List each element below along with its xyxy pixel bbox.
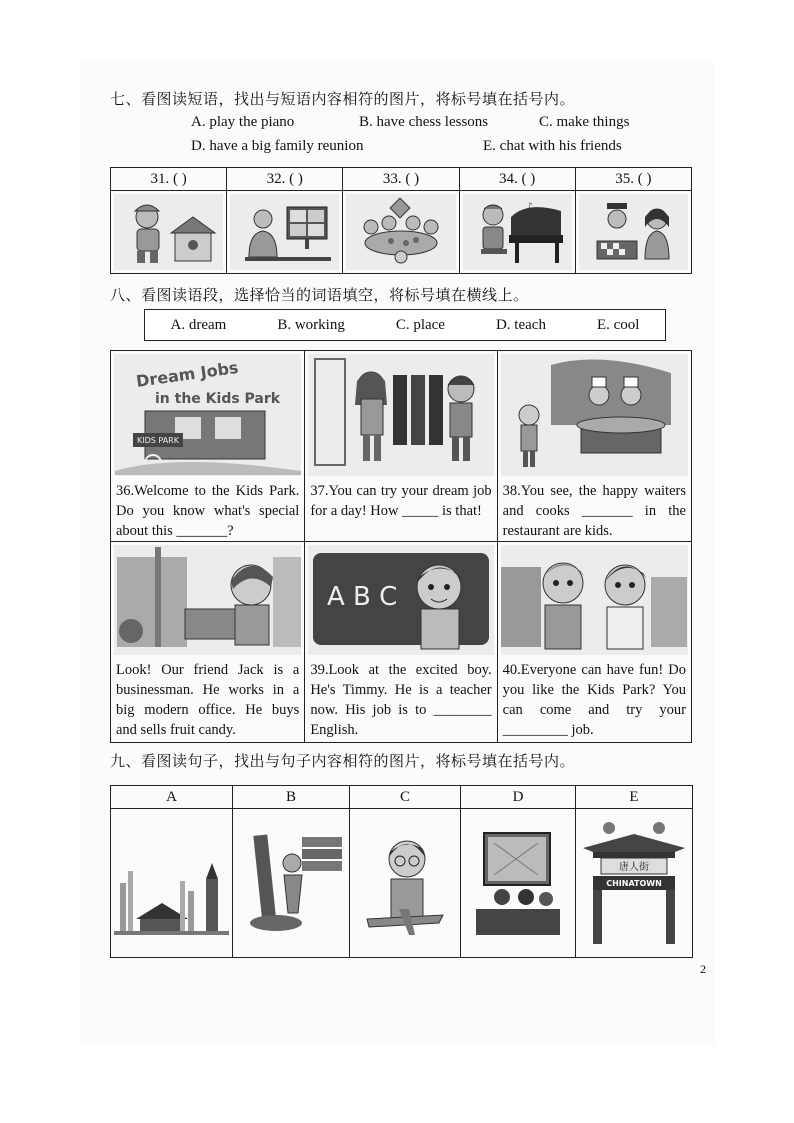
header-d: D (461, 786, 576, 809)
story-cell-38 (497, 351, 691, 542)
section-8-heading: 八、看图读语段，选择恰当的词语填空，将标号填在横线上。 (110, 288, 529, 304)
kids-park-poster-image (114, 354, 301, 476)
story-text-jack: Look! Our friend Jack is a businessman. He works in a big modern office. He buys and sells fruit candy. (116, 662, 300, 738)
story-cell-40 (497, 542, 691, 743)
answer-32[interactable]: 32. ( ) (227, 168, 343, 191)
header-e: E (576, 786, 693, 809)
header-c: C (350, 786, 461, 809)
option-e: E. chat with his friends (483, 138, 622, 154)
kids-park-sign: KIDS PARK (136, 436, 179, 445)
dream-job-costumes-image (308, 354, 493, 476)
section-7-table (110, 167, 692, 274)
kids-watching-screen-image (464, 812, 572, 954)
man-video-chat-image (230, 194, 339, 270)
story-cell-36 (111, 351, 305, 542)
answer-33[interactable]: 33. ( ) (343, 168, 459, 191)
story-text-40: 40.Everyone can have fun! Do you like the Kids Park? You can come and try your _________ job. (502, 662, 686, 738)
boy-teacher-image (308, 545, 493, 655)
word-bank (144, 309, 666, 341)
poster-title-line1: Dream Jobs (134, 357, 240, 391)
picture-cell-c (350, 809, 461, 958)
answer-34[interactable]: 34. ( ) (459, 168, 575, 191)
city-skyline-image (114, 812, 229, 954)
header-b: B (233, 786, 350, 809)
section-9-heading: 九、看图读句子，找出与句子内容相符的图片，将标号填在括号内。 (110, 754, 576, 770)
kids-restaurant-image (501, 354, 688, 476)
option-b: B. have chess lessons (359, 114, 489, 130)
blackboard-letters: A B C (326, 582, 398, 612)
boy-model-plane-image (353, 812, 457, 954)
boy-playing-piano-image (463, 194, 572, 270)
chinatown-gate-image (579, 812, 689, 954)
story-cell-jack (111, 542, 305, 743)
picture-cell-b (233, 809, 350, 958)
header-a: A (111, 786, 233, 809)
option-d: D. have a big family reunion (191, 138, 364, 154)
story-text-39: 39.Look at the excited boy. He's Timmy. He is a teacher now. His job is to ________ English. (310, 662, 492, 738)
picture-cell-34 (459, 191, 575, 274)
svg-text:♪: ♪ (527, 202, 533, 212)
word-teach: D. teach (495, 316, 546, 333)
businessman-office-image (114, 545, 301, 655)
section-8-table (110, 350, 692, 743)
gate-chinese-text: 唐人街 (619, 862, 649, 873)
word-dream: A. dream (170, 316, 227, 333)
answer-35[interactable]: 35. ( ) (575, 168, 691, 191)
word-cool: E. cool (596, 316, 640, 333)
section-7-heading: 七、看图读短语，找出与短语内容相符的图片，将标号填在括号内。 (110, 92, 576, 108)
picture-cell-32 (227, 191, 343, 274)
picture-cell-d (461, 809, 576, 958)
option-a: A. play the piano (191, 114, 295, 130)
picture-cell-a (111, 809, 233, 958)
family-reunion-dinner-image (346, 194, 455, 270)
word-place: C. place (395, 316, 445, 333)
two-boys-kids-park-image (501, 545, 688, 655)
man-with-tree-stump-image (236, 812, 346, 954)
story-text-36: 36.Welcome to the Kids Park. Do you know what's special about this _______? (116, 483, 300, 539)
poster-title-line2: in the Kids Park (154, 391, 280, 407)
word-working: B. working (277, 316, 345, 333)
story-cell-37 (305, 351, 497, 542)
gate-english-text: CHINATOWN (606, 879, 662, 888)
option-c: C. make things (539, 114, 630, 130)
boy-building-birdhouse-image (114, 194, 223, 270)
picture-cell-e (576, 809, 693, 958)
picture-cell-35 (575, 191, 691, 274)
story-cell-39 (305, 542, 497, 743)
picture-cell-33 (343, 191, 459, 274)
story-text-38: 38.You see, the happy waiters and cooks _______ in the restaurant are kids. (502, 483, 686, 539)
answer-31[interactable]: 31. ( ) (111, 168, 227, 191)
chess-lesson-image (579, 194, 688, 270)
page-number: 2 (700, 962, 706, 976)
picture-cell-31 (111, 191, 227, 274)
story-text-37: 37.You can try your dream job for a day! How _____ is that! (310, 483, 492, 519)
section-9-table (110, 785, 693, 958)
